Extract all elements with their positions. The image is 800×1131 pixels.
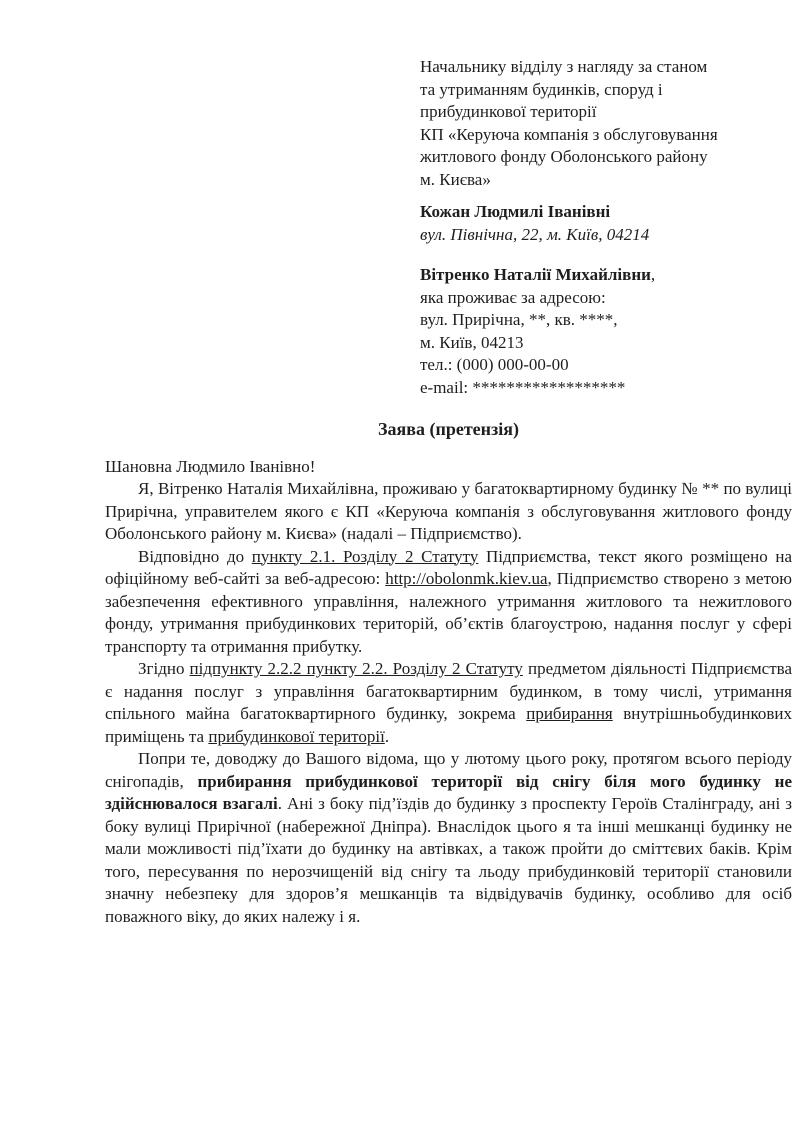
sender-name-line [420,264,792,287]
document-title: Заява (претензія) [378,419,519,439]
salutation: Шановна Людмило Іванівно! [105,456,316,476]
addressee-line: м. Києва» [420,169,491,189]
document-content [105,56,792,928]
sender-detail-line: яка проживає за адресою: [420,287,606,307]
sender-phone-line: тел.: (000) 000-00-00 [420,355,569,374]
sender-email-line: e-mail: ****************** [420,377,626,397]
addressee-line: та утриманням будинків, споруд і [420,79,663,99]
sender-detail-line: м. Київ, 04213 [420,332,524,352]
addressee-name: Кожан Людмилі Іванівні [420,202,611,221]
body-paragraph-statute-2-2-2: Згідно підпункту 2.2.2 пункту 2.2. Розділу 2 Статуту предметом діяльності Підприємства є надання послуг з управління багатоквартирним будинком, в тому числі, утримання спільного майна багатоквартирного будинку, зокрема прибирання внутрішньобудинкових приміщень та прибудинкової території. [105,659,793,746]
sender-name-comma: , [650,265,656,284]
addressee-line: прибудинкової території [420,102,597,121]
body-paragraph-complaint: Попри те, доводжу до Вашого відома, що у лютому цього року, протягом всього періоду снігопадів, прибирання прибудинкової території від снігу біля мого будинку не здійснювалося взагалі. Ані з боку під’їздів до будинку з проспекту Героїв Сталінграду, ані з боку вулиці Прирічної (набережної Дніпра). Внаслідок цього я та інші мешканці будинку не мали можливості під’їхати до будинку на автівках, а також пройти до сміттєвих баків. Крім того, пересування по нерозчищеній від снігу та льоду прибудинковій території становили значну небезпеку для здоров’я мешканців та відвідувачів будинку, особливо для осіб поважного віку, до яких належу і я. [105,749,792,926]
sender-detail-line: вул. Прирічна, **, кв. ****, [420,310,618,329]
recipient-block [420,56,792,399]
addressee-line: Начальнику відділу з нагляду за станом [420,57,708,76]
addressee-line: КП «Керуюча компанія з обслуговування [420,124,718,144]
addressee-line: житлового фонду Оболонського району [420,147,708,166]
addressee-address: вул. Північна, 22, м. Київ, 04214 [420,224,650,244]
body-paragraph-statute-2-1: Відповідно до пункту 2.1. Розділу 2 Статуту Підприємства, текст якого розміщено на офіційному веб-сайті за веб-адресою: http://obolonmk.kiev.ua, Підприємство створено з метою забезпечення ефективного управління, належного утримання житлового та нежитлового фонду, утримання прибудинкових територій, об’єктів благоустрою, надання послуг у сфері транспорту та отримання прибутку. [105,546,792,656]
body-paragraph-intro: Я, Вітренко Наталія Михайлівна, проживаю у багатоквартирному будинку № ** по вулиці Прирічна, управителем якого є КП «Керуюча компанія з обслуговування житлового фонду Оболонського району м. Києва» (надалі – Підприємство). [105,479,792,543]
sender-name: Вітренко Наталії Михайлівни [420,265,651,284]
